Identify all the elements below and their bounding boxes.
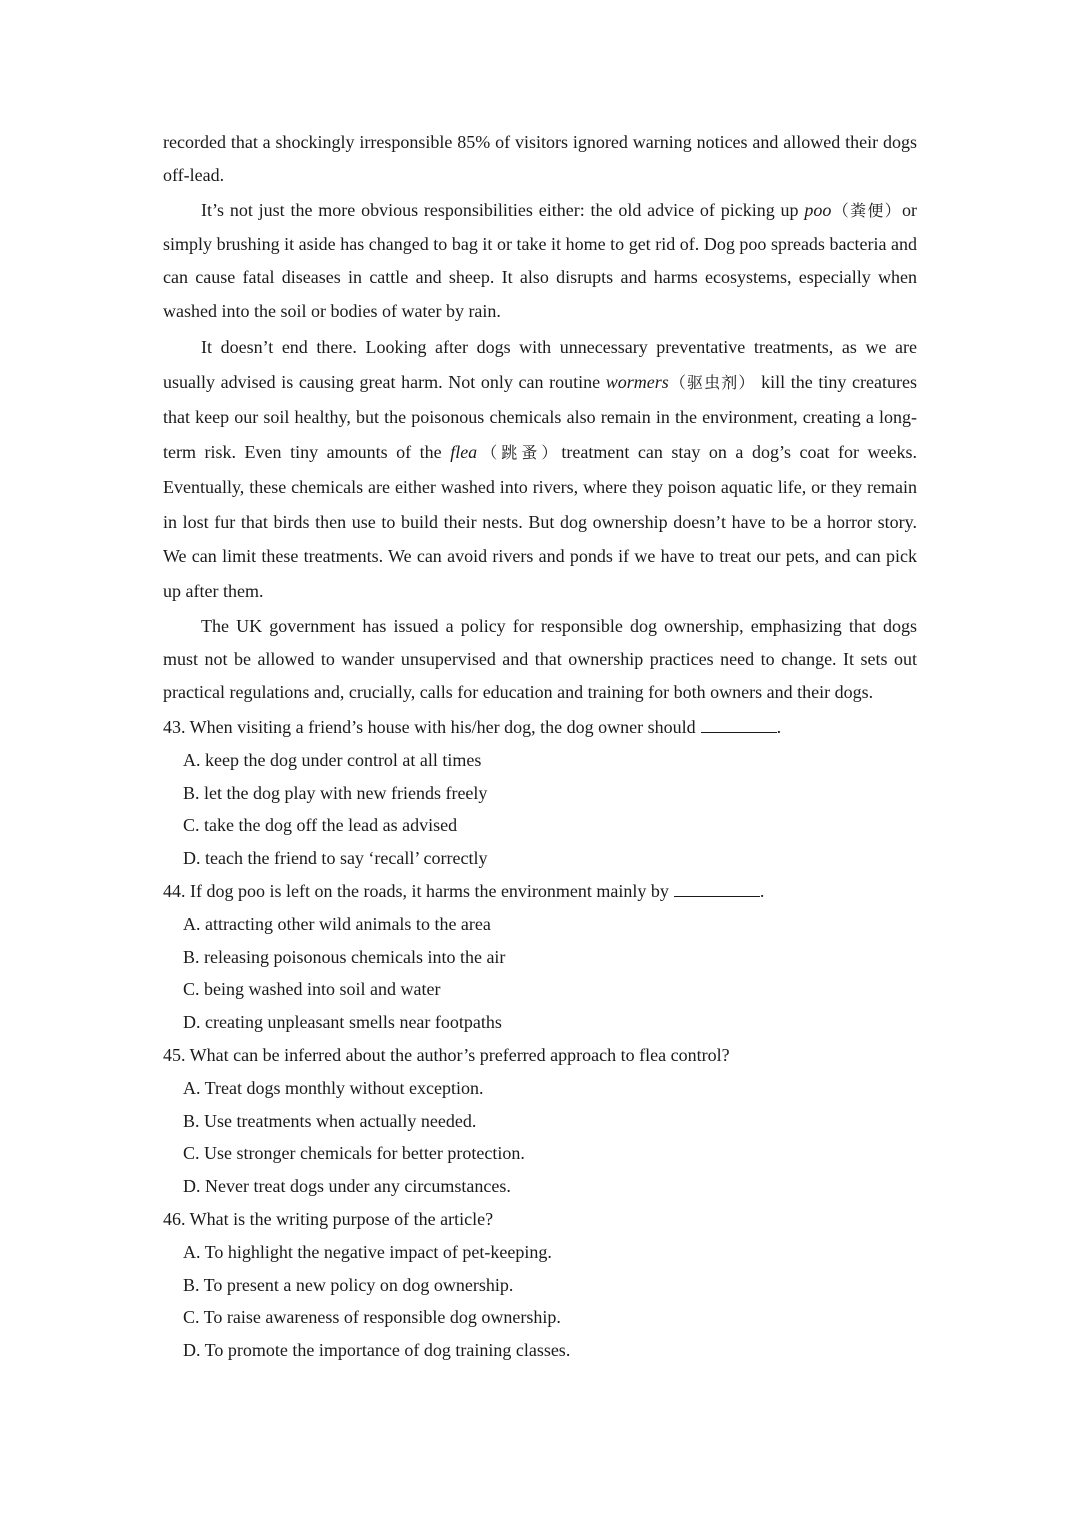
question-stem-end: .	[776, 717, 782, 737]
paragraph-3-text-a: It doesn’t end there. Looking after dogs with unnecessary preventative treatments, as we are usually advised is causing great harm. Not only can routine	[163, 337, 917, 392]
term-poo: poo	[804, 200, 832, 220]
passage-paragraph-4: The UK government has issued a policy for responsible dog ownership, emphasizing that dogs must not be allowed to wander unsupervised and that ownership practices need to change. It sets out practical regulations and, crucially, calls for education and training for both owners and their dogs.	[163, 616, 917, 702]
gloss-wormers: （驱虫剂）	[668, 372, 756, 392]
question-45	[163, 1039, 917, 1203]
question-stem-text: 44. If dog poo is left on the roads, it harms the environment mainly by	[163, 880, 669, 901]
option-a: A. Treat dogs monthly without exception.	[183, 1077, 484, 1098]
option-d: D. creating unpleasant smells near footpaths	[183, 1012, 502, 1033]
option-c: C. To raise awareness of responsible dog ownership.	[183, 1307, 561, 1328]
passage-paragraph-2	[163, 194, 917, 328]
paragraph-2-text-b: or simply brushing it aside has changed to bag it or take it home to get rid of. Dog poo spreads bacteria and can cause fatal diseases in cattle and sheep. It also disrupts and harms ecosystems, especially when washed into the soil or bodies of water by rain.	[163, 200, 917, 321]
option-c: C. being washed into soil and water	[183, 979, 441, 1000]
term-wormers: wormers	[605, 371, 669, 392]
question-stem: 46. What is the writing purpose of the article?	[163, 1208, 494, 1229]
option-b: B. To present a new policy on dog ownership.	[183, 1274, 514, 1295]
question-stem-end: .	[759, 880, 765, 901]
paragraph-3-text-b: kill the tiny creatures that keep our soil healthy, but the poisonous chemicals also remain in the environment, creating a long-term risk. Even tiny amounts of the	[163, 371, 917, 462]
question-44	[163, 875, 917, 1039]
answer-blank	[674, 881, 760, 897]
question-46	[163, 1203, 917, 1367]
option-a: A. keep the dog under control at all times	[183, 749, 482, 770]
question-stem-text: 43. When visiting a friend’s house with his/her dog, the dog owner should	[163, 717, 696, 737]
option-d: D. teach the friend to say ‘recall’ correctly	[183, 848, 488, 869]
option-b: B. Use treatments when actually needed.	[183, 1110, 477, 1131]
option-d: D. Never treat dogs under any circumstances.	[183, 1176, 511, 1197]
option-a: A. attracting other wild animals to the area	[183, 913, 491, 934]
term-flea: flea	[450, 441, 478, 462]
gloss-poo: （粪便）	[831, 201, 902, 220]
option-c: C. take the dog off the lead as advised	[183, 815, 458, 836]
question-stem: 45. What can be inferred about the author’s preferred approach to flea control?	[163, 1044, 730, 1065]
paragraph-3-text-c: treatment can stay on a dog’s coat for weeks. Eventually, these chemicals are either washed into rivers, where they poison aquatic life, or they remain in lost fur that birds then use to build their nests. But dog ownership doesn’t have to be a horror story. We can limit these treatments. We can avoid rivers and ponds if we have to treat our pets, and can pick up after them.	[163, 441, 918, 601]
answer-blank	[701, 717, 777, 733]
question-stem	[163, 711, 917, 744]
passage-paragraph-3	[163, 330, 917, 608]
document-page	[163, 126, 917, 1367]
passage-paragraph-1: recorded that a shockingly irresponsible 85% of visitors ignored warning notices and allowed their dogs off-lead.	[163, 132, 917, 185]
option-c: C. Use stronger chemicals for better protection.	[183, 1143, 525, 1164]
question-list	[163, 711, 917, 1367]
option-d: D. To promote the importance of dog training classes.	[183, 1340, 571, 1361]
question-stem	[163, 875, 917, 908]
paragraph-2-text-a: It’s not just the more obvious responsibilities either: the old advice of picking up	[201, 200, 805, 220]
option-a: A. To highlight the negative impact of pet-keeping.	[183, 1241, 552, 1262]
question-43	[163, 711, 917, 875]
option-b: B. let the dog play with new friends freely	[183, 782, 488, 803]
gloss-flea: （跳蚤）	[477, 442, 562, 462]
option-b: B. releasing poisonous chemicals into the air	[183, 946, 506, 967]
